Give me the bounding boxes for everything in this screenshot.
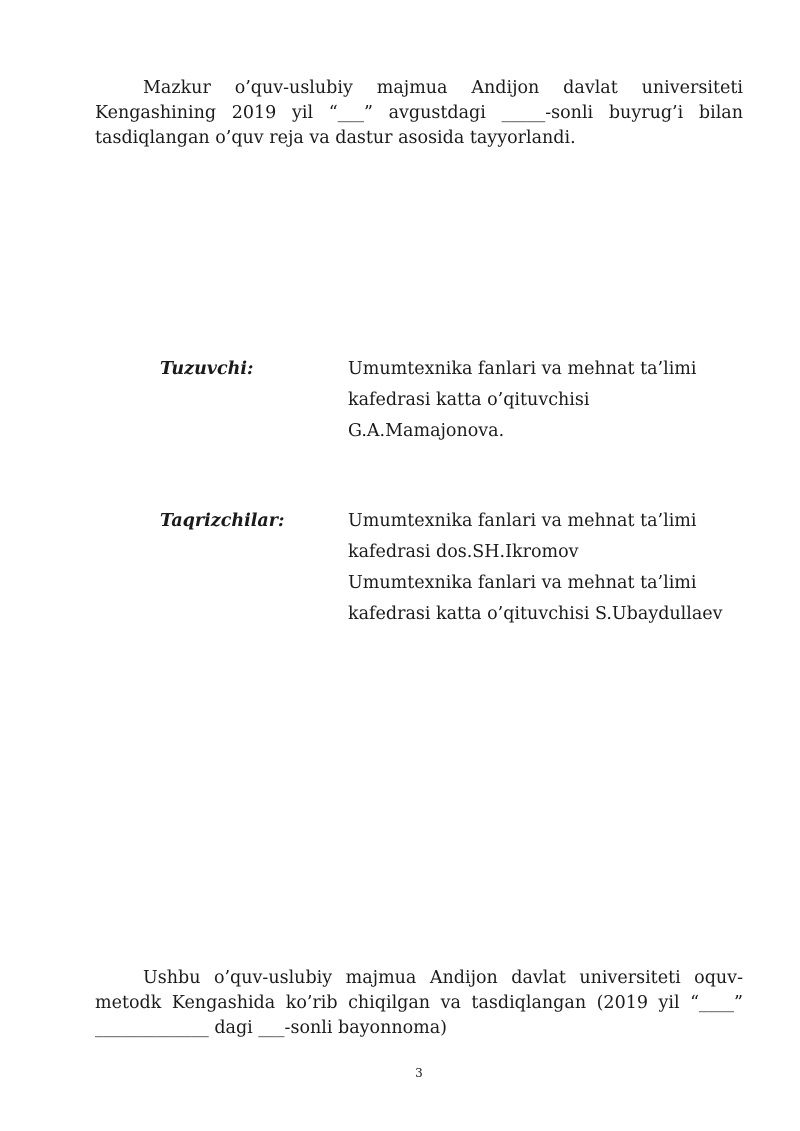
author-line: G.A.Mamajonova. (348, 421, 505, 441)
author-label: Tuzuvchi: (160, 359, 254, 379)
author-details (348, 354, 768, 447)
author-line: kafedrasi katta o’qituvchisi (348, 390, 590, 410)
intro-paragraph: Mazkur o’quv-uslubiy majmua Andijon davlat universiteti Kengashining 2019 yil “___” avgustdagi _____-sonli buyrug’i bilan tasdiqlangan o’quv reja va dastur asosida tayyorlandi. (95, 78, 743, 148)
page-number: 3 (415, 1066, 423, 1080)
author-line: Umumtexnika fanlari va mehnat ta’limi (348, 359, 697, 379)
reviewer-line: Umumtexnika fanlari va mehnat ta’limi (348, 511, 697, 531)
reviewers-label: Taqrizchilar: (160, 511, 285, 531)
reviewers-details (348, 506, 768, 630)
approval-paragraph: Ushbu o’quv-uslubiy majmua Andijon davlat universiteti oquv-metodk Kengashida ko’rib chiqilgan va tasdiqlangan (2019 yil “____” _____________ dagi ___-sonli bayonnoma) (95, 968, 743, 1038)
reviewer-line: kafedrasi katta o’qituvchisi S.Ubaydullaev (348, 604, 723, 624)
reviewer-line: Umumtexnika fanlari va mehnat ta’limi (348, 573, 697, 593)
reviewer-line: kafedrasi dos.SH.Ikromov (348, 542, 579, 562)
